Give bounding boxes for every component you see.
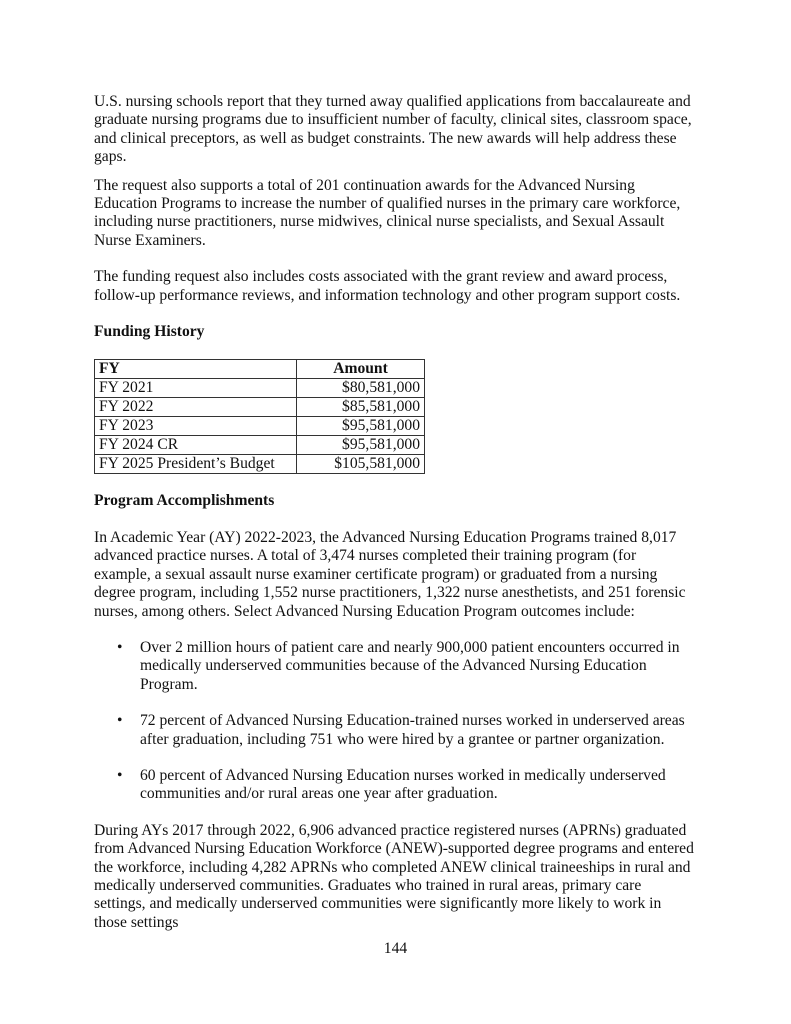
list-item-text: 72 percent of Advanced Nursing Education-trained nurses worked in underserved areas after graduation, including 751 who were hired by a grantee or partner organization. — [140, 712, 685, 748]
amount-cell: $95,581,000 — [297, 436, 425, 455]
funding-history-heading: Funding History — [94, 323, 205, 341]
table-row — [95, 398, 425, 417]
amount-cell: $85,581,000 — [297, 398, 425, 417]
list-item — [94, 712, 694, 749]
page-number: 144 — [383, 940, 408, 957]
table-header-row — [95, 360, 425, 379]
fy-cell: FY 2021 — [95, 379, 297, 398]
paragraph-turned-away: U.S. nursing schools report that they turned away qualified applications from baccalaureate and graduate nursing programs due to insufficient number of faculty, clinical sites, classroom space, and clinical preceptors, as well as budget constraints. The new awards will help address these gaps. — [94, 93, 692, 166]
column-header-amount: Amount — [297, 360, 425, 379]
list-item-text: Over 2 million hours of patient care and nearly 900,000 patient encounters occurred in medically underserved communities because of the Advanced Nursing Education Program. — [140, 638, 680, 693]
paragraph-accomplishments-intro: In Academic Year (AY) 2022-2023, the Advanced Nursing Education Programs trained 8,017 advanced practice nurses. A total of 3,474 nurses completed their training program (for example, a sexual assault nurse examiner certificate program) or graduated from a nursing degree program, including 1,552 nurse practitioners, 1,322 nurse anesthetists, and 251 forensic nurses, among others. Select Advanced Nursing Education Program outcomes include: — [94, 528, 686, 620]
table-row — [95, 436, 425, 455]
program-accomplishments-heading: Program Accomplishments — [94, 492, 275, 510]
column-header-fy: FY — [95, 360, 297, 379]
bullet-icon: • — [117, 712, 123, 730]
fy-cell: FY 2023 — [95, 417, 297, 436]
amount-cell: $95,581,000 — [297, 417, 425, 436]
outcomes-list — [94, 639, 694, 804]
table-row — [95, 417, 425, 436]
table-row — [95, 455, 425, 474]
list-item-text: 60 percent of Advanced Nursing Education nurses worked in medically underserved communities and/or rural areas one year after graduation. — [140, 766, 666, 803]
paragraph-funding-costs: The funding request also includes costs associated with the grant review and award process, follow-up performance reviews, and information technology and other program support costs. — [94, 268, 681, 304]
fy-cell: FY 2025 President’s Budget — [95, 455, 297, 474]
table-row — [95, 379, 425, 398]
document-page — [94, 93, 694, 932]
list-item — [94, 639, 694, 694]
bullet-icon: • — [117, 638, 123, 656]
funding-history-table — [94, 359, 425, 474]
fy-cell: FY 2024 CR — [95, 436, 297, 455]
fy-cell: FY 2022 — [95, 398, 297, 417]
amount-cell: $105,581,000 — [297, 455, 425, 474]
paragraph-continuation-awards: The request also supports a total of 201 continuation awards for the Advanced Nursing Education Programs to increase the number of qualified nurses in the primary care workforce, including nurse practitioners, nurse midwives, clinical nurse specialists, and Sexual Assault Nurse Examiners. — [94, 176, 681, 249]
paragraph-anew-graduates: During AYs 2017 through 2022, 6,906 advanced practice registered nurses (APRNs) graduated from Advanced Nursing Education Workforce (ANEW)-supported degree programs and entered the workforce, including 4,282 APRNs who completed ANEW clinical traineeships in rural and medically underserved communities. Graduates who trained in rural areas, primary care settings, and medically underserved communities were significantly more likely to work in those settings — [94, 821, 694, 931]
amount-cell: $80,581,000 — [297, 379, 425, 398]
bullet-icon: • — [117, 766, 123, 784]
list-item — [94, 767, 694, 804]
